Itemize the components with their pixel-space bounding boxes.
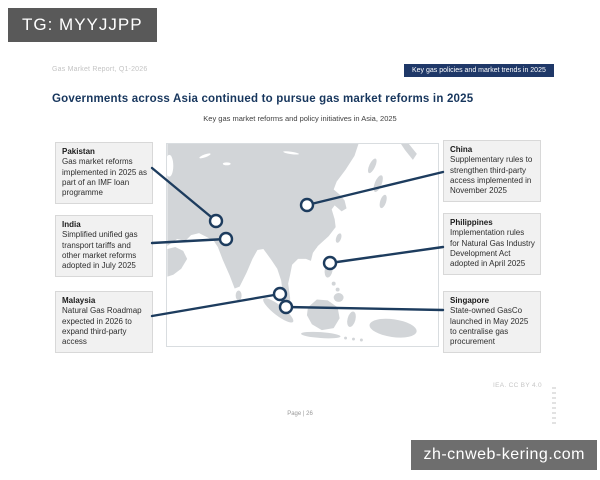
- tg-header-badge: TG: MYYJJPP: [8, 8, 157, 42]
- callout-country: India: [62, 220, 81, 229]
- vertical-marks: [552, 387, 556, 425]
- callout-text: State-owned GasCo launched in May 2025 to centralise gas procurement: [450, 306, 529, 346]
- callout-country: Pakistan: [62, 147, 95, 156]
- callout-country: Malaysia: [62, 296, 96, 305]
- northeast-asia-shape: [401, 144, 417, 160]
- callout-text: Implementation rules for Natural Gas Industry Development Act adopted in April 2025: [450, 228, 535, 268]
- slide-title: Governments across Asia continued to pursue gas market reforms in 2025: [52, 93, 474, 105]
- report-label: Gas Market Report, Q1-2026: [52, 66, 148, 73]
- callout-text: Gas market reforms implemented in 2025 as part of an IMF loan programme: [62, 157, 147, 197]
- watermark: zh-cnweb-kering.com: [411, 440, 597, 470]
- callout-philippines: [443, 213, 541, 275]
- arabia-shape: [167, 247, 187, 277]
- callout-china: [443, 140, 541, 202]
- callout-country: Singapore: [450, 296, 490, 305]
- callout-singapore: [443, 291, 541, 353]
- callout-country: Philippines: [450, 218, 493, 227]
- callout-text: Simplified unified gas transport tariffs and other market reforms adopted in July 2025: [62, 230, 138, 270]
- asia-map: [166, 143, 439, 347]
- callout-pakistan: [55, 142, 153, 204]
- callout-malaysia: [55, 291, 153, 353]
- mainland-asia-shape: [167, 144, 358, 307]
- topic-badge: Key gas policies and market trends in 2025: [404, 64, 554, 77]
- page-number: Page | 26: [287, 411, 313, 417]
- callout-text: Natural Gas Roadmap expected in 2026 to expand third-party access: [62, 306, 142, 346]
- callout-country: China: [450, 145, 473, 154]
- asia-map-svg: [167, 144, 436, 344]
- callout-india: [55, 215, 153, 277]
- figure-caption: Key gas market reforms and policy initiatives in Asia, 2025: [203, 114, 397, 123]
- callout-text: Supplementary rules to strengthen third-party access implemented in November 2025: [450, 155, 533, 195]
- license-label: IEA. CC BY 4.0: [493, 382, 542, 389]
